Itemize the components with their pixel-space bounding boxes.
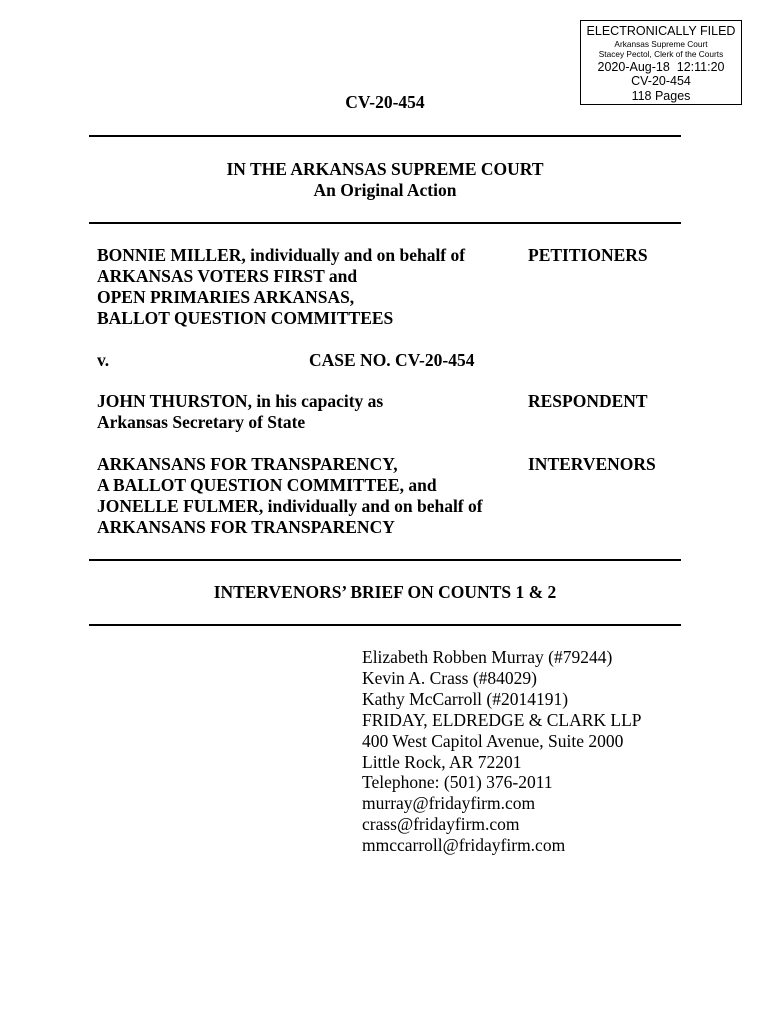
counsel-line: Little Rock, AR 72201 [362, 751, 522, 772]
stamp-timestamp: 2020-Aug-18 12:11:20 [597, 60, 725, 74]
counsel-email: mmccarroll@fridayfirm.com [362, 835, 566, 856]
brief-title: INTERVENORS’ BRIEF ON COUNTS 1 & 2 [213, 582, 557, 602]
case-number-label: CASE NO. CV-20-454 [309, 350, 475, 370]
party-line: ARKANSANS FOR TRANSPARENCY [97, 516, 395, 537]
stamp-case-number: CV-20-454 [631, 74, 691, 88]
party-line: ARKANSANS FOR TRANSPARENCY, [97, 454, 398, 474]
court-heading [89, 159, 681, 200]
party-line: A BALLOT QUESTION COMMITTEE, and [97, 474, 437, 495]
horizontal-rule [89, 559, 681, 561]
versus-label: v. [97, 350, 110, 370]
court-name: IN THE ARKANSAS SUPREME COURT [226, 159, 544, 179]
party-line: OPEN PRIMARIES ARKANSAS, [97, 286, 355, 307]
party-line: JONELLE FULMER, individually and on behalf of [97, 495, 483, 516]
counsel-line: Kathy McCarroll (#2014191) [362, 688, 569, 709]
party-line: BALLOT QUESTION COMMITTEES [97, 307, 394, 328]
counsel-line: FRIDAY, ELDREDGE & CLARK LLP [362, 709, 642, 730]
party-line: ARKANSAS VOTERS FIRST and [97, 265, 358, 286]
counsel-email: crass@fridayfirm.com [362, 814, 520, 835]
petitioners-block [97, 245, 465, 329]
action-type: An Original Action [313, 179, 457, 200]
counsel-line: Elizabeth Robben Murray (#79244) [362, 647, 613, 667]
stamp-clerk: Stacey Pectol, Clerk of the Courts [598, 49, 724, 59]
horizontal-rule [89, 624, 681, 626]
intervenors-role: INTERVENORS [528, 454, 656, 474]
horizontal-rule [89, 135, 681, 137]
party-line: JOHN THURSTON, in his capacity as [97, 391, 384, 411]
counsel-line: Telephone: (501) 376-2011 [362, 772, 553, 793]
counsel-block [362, 647, 642, 856]
counsel-email: murray@fridayfirm.com [362, 793, 536, 814]
party-line: Arkansas Secretary of State [97, 411, 306, 432]
petitioners-role: PETITIONERS [528, 245, 648, 265]
party-line: BONNIE MILLER, individually and on behalf of [97, 245, 466, 265]
counsel-line: 400 West Capitol Avenue, Suite 2000 [362, 730, 624, 751]
intervenors-block [97, 454, 483, 538]
counsel-line: Kevin A. Crass (#84029) [362, 667, 537, 688]
horizontal-rule [89, 222, 681, 224]
respondent-role: RESPONDENT [528, 391, 648, 411]
stamp-page-count: 118 Pages [631, 89, 691, 103]
stamp-court: Arkansas Supreme Court [614, 39, 708, 49]
header-case-number: CV-20-454 [345, 92, 425, 112]
stamp-title: ELECTRONICALLY FILED [586, 24, 736, 38]
respondent-block [97, 391, 383, 433]
